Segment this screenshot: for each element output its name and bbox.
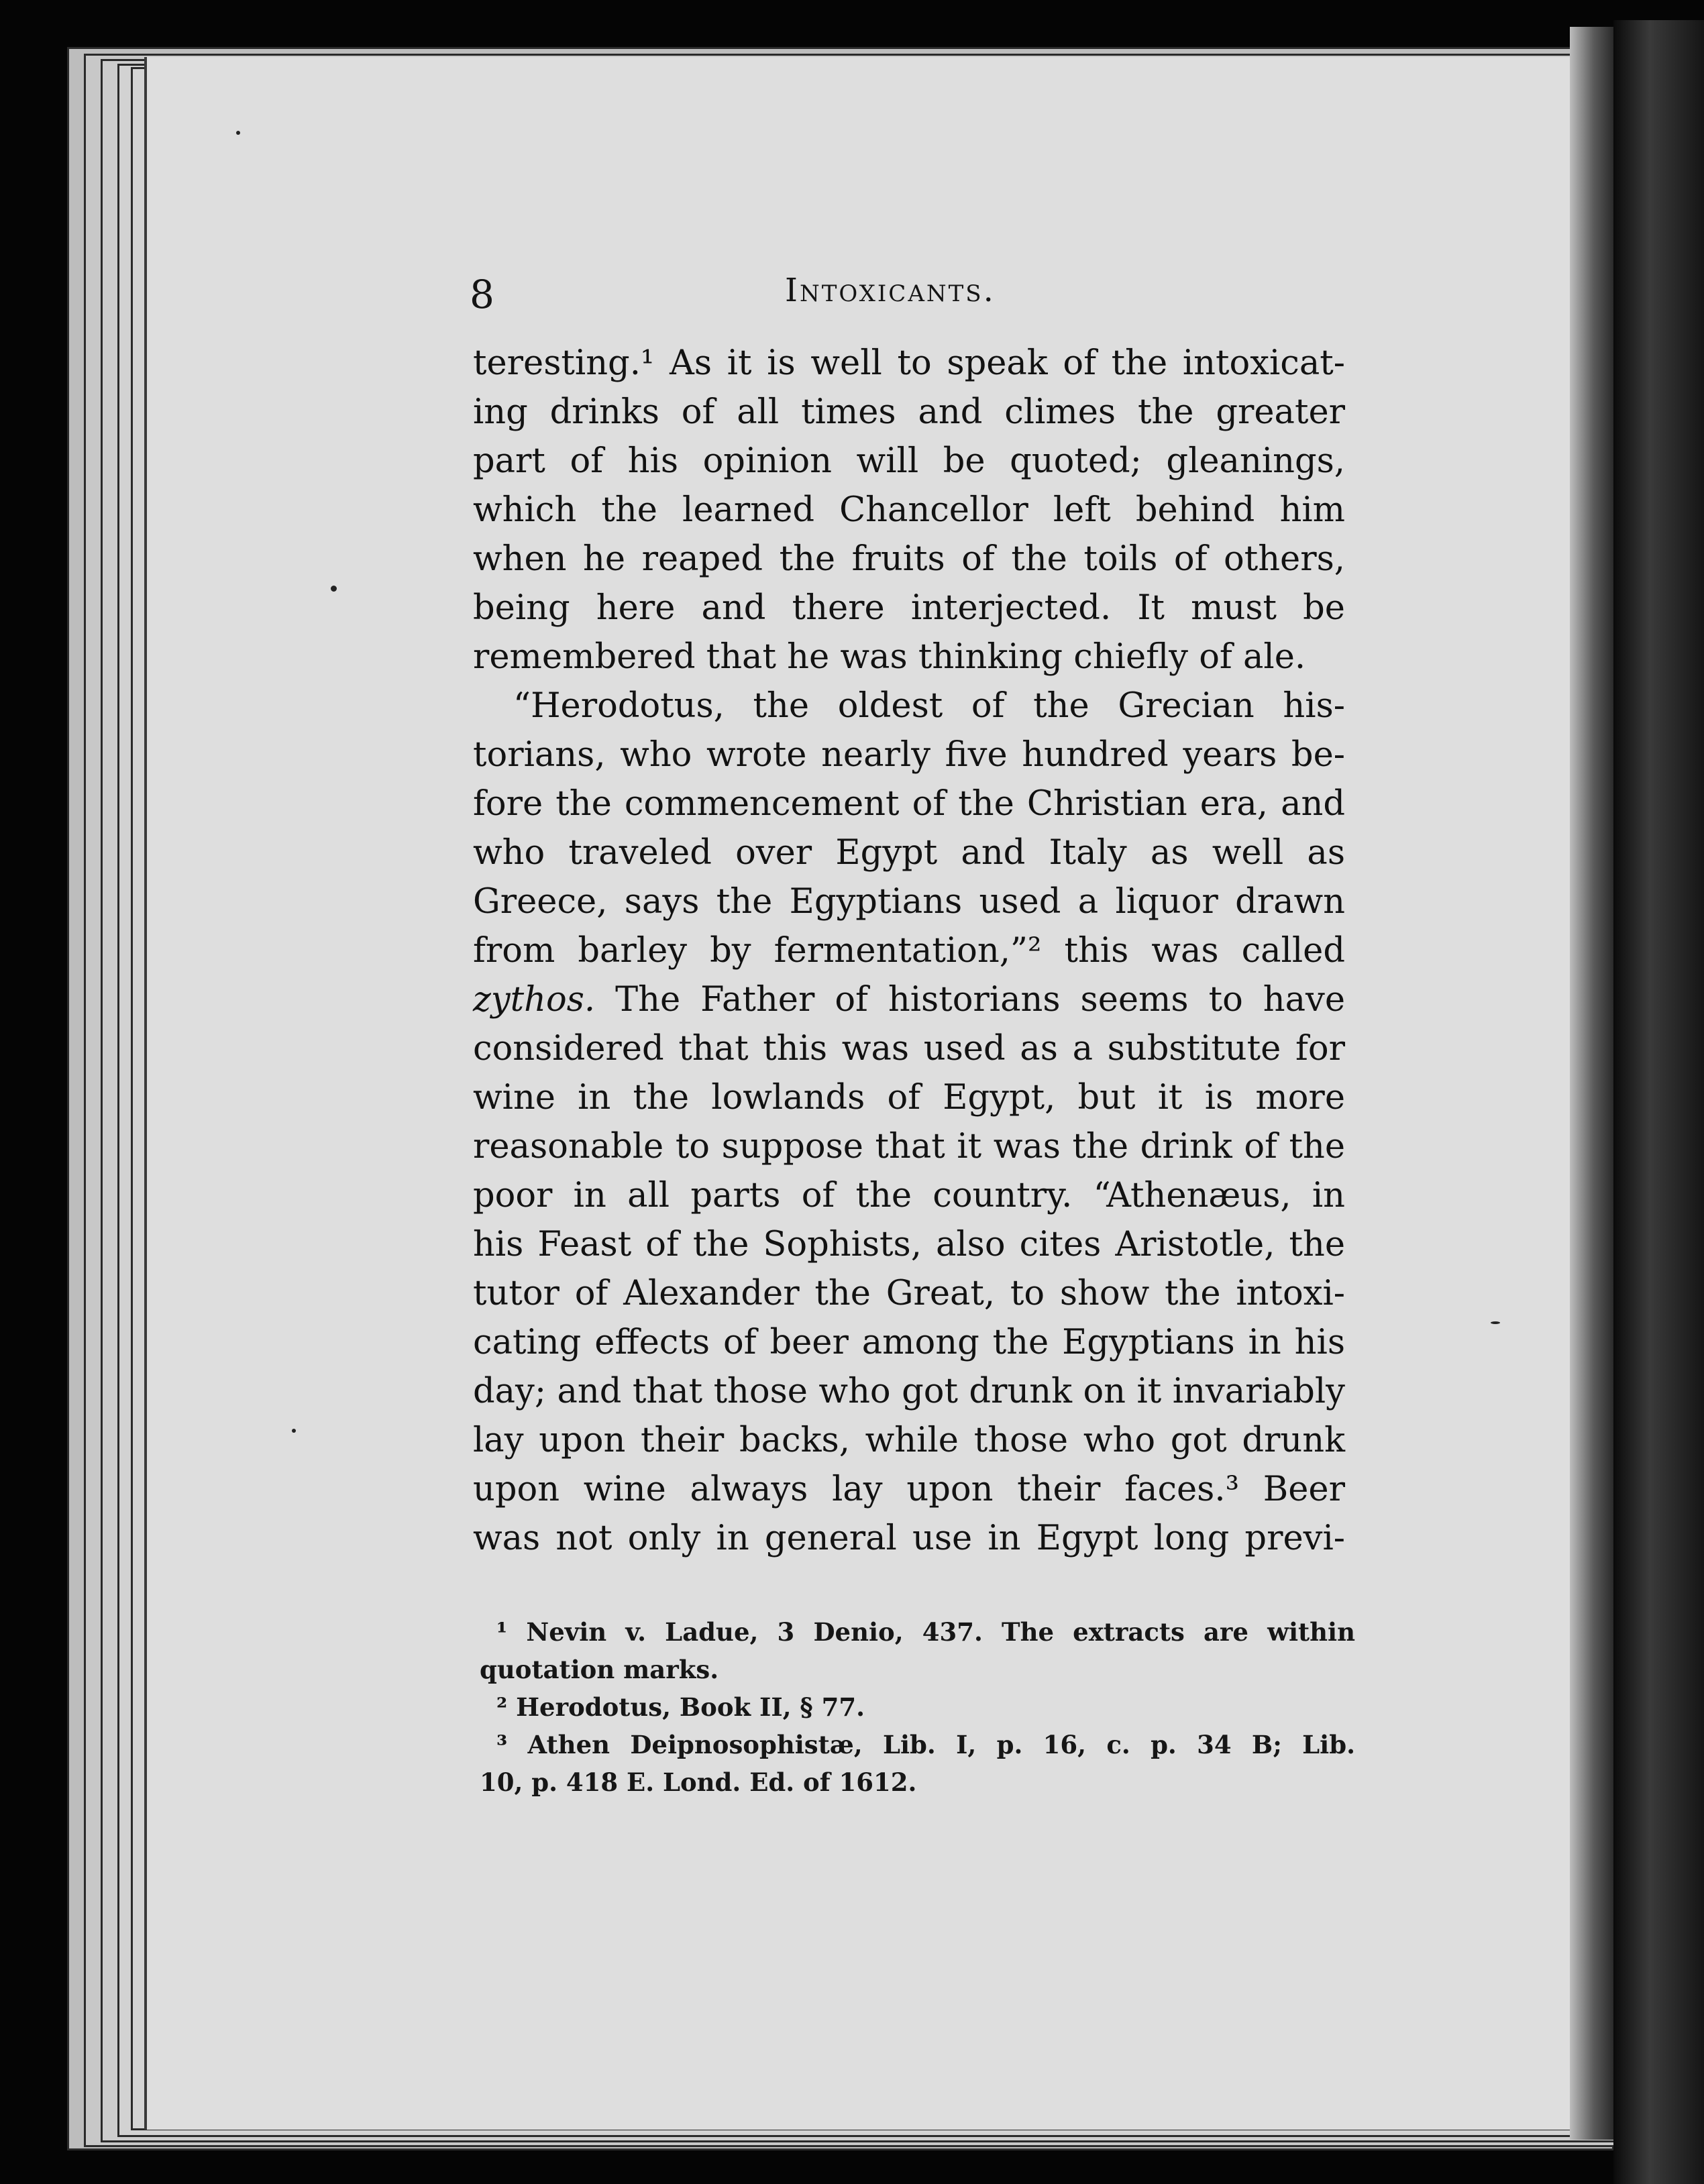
- text-line: part of his opinion will be quoted; gleanings,: [473, 441, 1345, 481]
- text-line: from barley by fermentation,”² this was called: [473, 931, 1345, 971]
- text-line: Greece, says the Egyptians used a liquor drawn: [473, 882, 1345, 922]
- text-line: lay upon their backs, while those who got drunk: [473, 1421, 1345, 1460]
- footnote-line: ² Herodotus, Book II, § 77.: [496, 1692, 865, 1722]
- footnote-line: quotation marks.: [480, 1655, 719, 1684]
- text-line: his Feast of the Sophists, also cites Aristotle, the: [473, 1225, 1345, 1264]
- text-line-composite: [473, 975, 1345, 1024]
- book-spine-shadow: [1570, 27, 1613, 2140]
- text-line: fore the commencement of the Christian era, and: [473, 784, 1345, 824]
- running-head: Intoxicants.: [785, 272, 996, 309]
- footnote-line: ³ Athen Deipnosophistæ, Lib. I, p. 16, c. p. 34 B; Lib.: [496, 1730, 1355, 1759]
- dust-speck: [331, 586, 337, 592]
- text-line: considered that this was used as a substitute for: [473, 1029, 1345, 1069]
- text-line: wine in the lowlands of Egypt, but it is more: [473, 1078, 1345, 1117]
- text-line: tutor of Alexander the Great, to show the intoxi-: [473, 1274, 1345, 1313]
- scan-border: [1613, 20, 1704, 2184]
- text-line: “Herodotus, the oldest of the Grecian his-: [513, 686, 1345, 726]
- dust-speck: [236, 131, 240, 135]
- text-line: upon wine always lay upon their faces.³ Beer: [473, 1470, 1345, 1509]
- footnote-line: ¹ Nevin v. Ladue, 3 Denio, 437. The extracts are within: [496, 1617, 1355, 1647]
- text-line: reasonable to suppose that it was the drink of the: [473, 1127, 1345, 1166]
- text-line: who traveled over Egypt and Italy as well as: [473, 833, 1345, 873]
- body-text: [473, 339, 1345, 1563]
- text-line: poor in all parts of the country. “Athenæus, in: [473, 1176, 1345, 1215]
- text-line: was not only in general use in Egypt long previ-: [473, 1519, 1345, 1558]
- text-line: remembered that he was thinking chiefly of ale.: [473, 637, 1306, 677]
- dust-speck: [1491, 1321, 1500, 1324]
- text-line: teresting.¹ As it is well to speak of the intoxicat-: [473, 343, 1345, 383]
- dust-speck: [292, 1429, 296, 1433]
- page-number: 8: [470, 272, 494, 317]
- text-line: day; and that those who got drunk on it invariably: [473, 1372, 1345, 1411]
- italic-word-zythos: zythos.: [473, 980, 596, 1020]
- text-line: torians, who wrote nearly five hundred years be-: [473, 735, 1345, 775]
- text-line-remainder: The Father of historians seems to have: [595, 980, 1345, 1020]
- page-header: [470, 272, 1348, 325]
- text-line: which the learned Chancellor left behind him: [473, 490, 1345, 530]
- text-line: ing drinks of all times and climes the greater: [473, 392, 1345, 432]
- footnotes: [480, 1613, 1355, 1801]
- text-line: being here and there interjected. It must be: [473, 588, 1345, 628]
- text-line: cating effects of beer among the Egyptians in his: [473, 1323, 1345, 1362]
- text-line: when he reaped the fruits of the toils of others,: [473, 539, 1345, 579]
- footnote-line: 10, p. 418 E. Lond. Ed. of 1612.: [480, 1767, 917, 1797]
